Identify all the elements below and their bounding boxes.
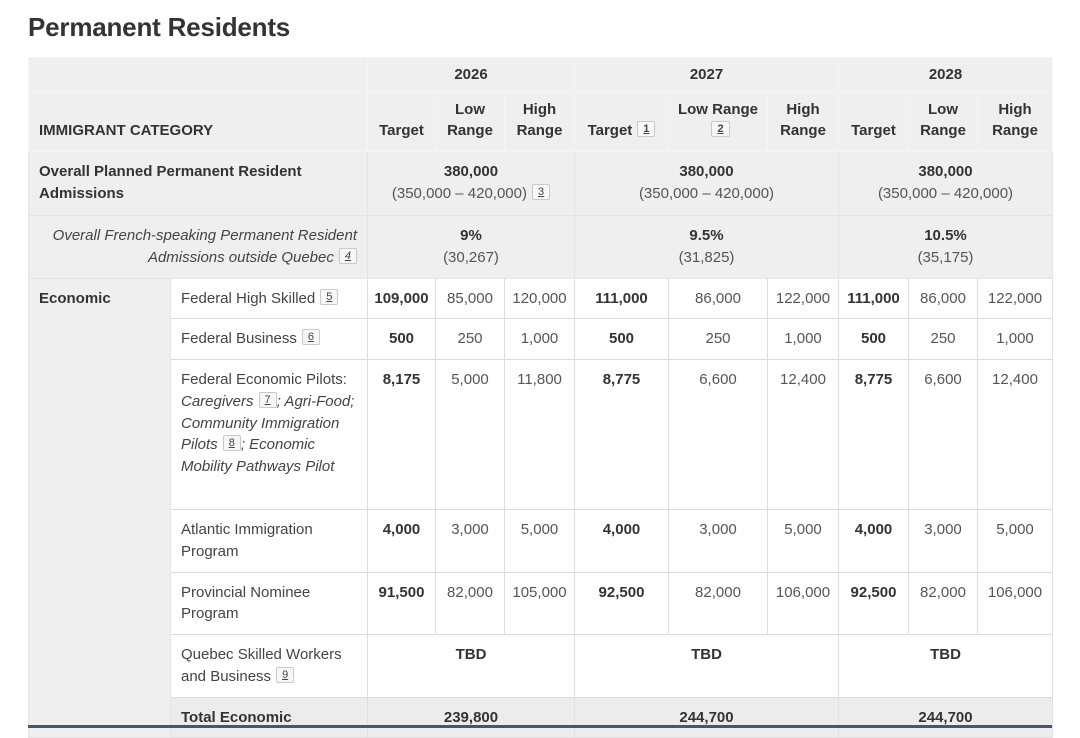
table-header (29, 58, 1053, 152)
value-main: 9.5% (689, 227, 724, 244)
federal-business-high-2027: 1,000 (768, 319, 839, 360)
atlantic-immigration-program-high-2028: 5,000 (978, 510, 1053, 573)
label-text: Federal Economic Pilots: (181, 371, 347, 388)
overall-value-2027 (575, 152, 839, 216)
page-bottom-edge (28, 725, 1052, 728)
label-text: ; Agri-Food; Community Immigration Pilots (181, 392, 355, 454)
atlantic-immigration-program-target-2027: 4,000 (575, 510, 669, 573)
federal-economic-pilots-label (171, 360, 368, 510)
footnote-link-7[interactable]: 7 (259, 392, 277, 408)
federal-high-skilled-target-2027: 111,000 (575, 278, 669, 319)
federal-high-skilled-low-2028: 86,000 (909, 278, 978, 319)
atlantic-immigration-program-low-2026: 3,000 (436, 510, 505, 573)
federal-high-skilled-low-2026: 85,000 (436, 278, 505, 319)
french-speaking-label (29, 216, 368, 279)
federal-business-label (171, 319, 368, 360)
federal-business-low-2027: 250 (669, 319, 768, 360)
col-header-label: High Range (516, 100, 563, 140)
label-text: Provincial Nominee Program (181, 583, 311, 623)
atlantic-immigration-program-high-2027: 5,000 (768, 510, 839, 573)
federal-economic-pilots-high-2028: 12,400 (978, 360, 1053, 510)
table-row-federal-economic-pilots (29, 360, 1053, 510)
value-sub (374, 183, 568, 205)
immigrant-category-header: IMMIGRANT CATEGORY (29, 92, 368, 152)
quebec-skilled-workers-value-2026: TBD (368, 635, 575, 698)
quebec-skilled-workers-value-2028: TBD (839, 635, 1053, 698)
total-economic-label: Total Economic (171, 697, 368, 738)
col-header-low-2028 (909, 92, 978, 152)
economic-section (29, 278, 1053, 738)
atlantic-immigration-program-low-2027: 3,000 (669, 510, 768, 573)
provincial-nominee-program-high-2026: 105,000 (505, 572, 575, 635)
value-sub-text: (350,000 – 420,000) (391, 184, 527, 202)
summary-rows (29, 152, 1053, 279)
federal-high-skilled-label (171, 278, 368, 319)
col-header-high-2026 (505, 92, 575, 152)
value-main: 10.5% (924, 227, 967, 244)
federal-economic-pilots-target-2027: 8,775 (575, 360, 669, 510)
table-row-federal-business (29, 319, 1053, 360)
provincial-nominee-program-low-2028: 82,000 (909, 572, 978, 635)
year-header-2027: 2027 (575, 58, 839, 92)
french-value-2026 (368, 216, 575, 279)
federal-business-target-2028: 500 (839, 319, 909, 360)
page-title: Permanent Residents (28, 12, 291, 42)
col-header-label: Low Range (677, 100, 758, 118)
value-main: 380,000 (679, 163, 734, 180)
federal-high-skilled-target-2028: 111,000 (839, 278, 909, 319)
col-header-target-2027 (575, 92, 669, 152)
col-header-target-2028 (839, 92, 909, 152)
provincial-nominee-program-target-2028: 92,500 (839, 572, 909, 635)
year-header-2026: 2026 (368, 58, 575, 92)
economic-group-cell: Economic (29, 278, 171, 738)
col-header-label: High Range (992, 100, 1038, 140)
col-header-label: Target (851, 122, 896, 140)
table-row-overall-admissions (29, 152, 1053, 216)
table-row-quebec-skilled-workers (29, 635, 1053, 698)
table-row-total-economic (29, 697, 1053, 738)
value-sub: (350,000 – 420,000) (638, 184, 775, 202)
label-text: Federal High Skilled (181, 289, 316, 307)
footnote-link-1[interactable]: 1 (637, 121, 655, 137)
value-main: 380,000 (443, 163, 499, 180)
footnote-link-9[interactable]: 9 (276, 667, 294, 683)
provincial-nominee-program-low-2026: 82,000 (436, 572, 505, 635)
federal-high-skilled-high-2028: 122,000 (978, 278, 1053, 319)
label-text: Federal Business (181, 330, 297, 348)
value-main: 380,000 (918, 163, 973, 180)
quebec-skilled-workers-value-2027: TBD (575, 635, 839, 698)
table-row-provincial-nominee-program (29, 572, 1053, 635)
federal-economic-pilots-low-2027: 6,600 (669, 360, 768, 510)
atlantic-immigration-program-label (171, 510, 368, 573)
provincial-nominee-program-target-2026: 91,500 (368, 572, 436, 635)
federal-business-low-2026: 250 (436, 319, 505, 360)
col-header-high-2028 (978, 92, 1053, 152)
footnote-link-4[interactable]: 4 (339, 248, 357, 264)
federal-business-high-2026: 1,000 (505, 319, 575, 360)
year-header-2028: 2028 (839, 58, 1053, 92)
table-row-federal-high-skilled (29, 278, 1053, 319)
atlantic-immigration-program-target-2028: 4,000 (839, 510, 909, 573)
federal-economic-pilots-low-2028: 6,600 (909, 360, 978, 510)
federal-economic-pilots-high-2026: 11,800 (505, 360, 575, 510)
value-sub: (35,175) (917, 248, 974, 266)
french-value-2027 (575, 216, 839, 279)
col-header-label: High Range (780, 100, 826, 140)
provincial-nominee-program-high-2027: 106,000 (768, 572, 839, 635)
value-sub: (31,825) (678, 248, 735, 266)
label-text: Atlantic Immigration Program (181, 521, 313, 560)
overall-value-2026 (368, 152, 575, 216)
column-header-row (29, 92, 1053, 152)
federal-economic-pilots-high-2027: 12,400 (768, 360, 839, 510)
federal-business-low-2028: 250 (909, 319, 978, 360)
federal-high-skilled-target-2026: 109,000 (368, 278, 436, 319)
label-text: Caregivers (181, 392, 254, 410)
col-header-high-2027 (768, 92, 839, 152)
provincial-nominee-program-low-2027: 82,000 (669, 572, 768, 635)
col-header-label: Target (587, 122, 633, 140)
federal-high-skilled-high-2026: 120,000 (505, 278, 575, 319)
overall-value-2028 (839, 152, 1053, 216)
total-economic-value-2028: 244,700 (839, 697, 1053, 738)
footnote-link-3[interactable]: 3 (532, 184, 550, 200)
footnote-link-6[interactable]: 6 (302, 329, 320, 345)
overall-admissions-label: Overall Planned Permanent Resident Admissions (29, 152, 368, 216)
atlantic-immigration-program-target-2026: 4,000 (368, 510, 436, 573)
footnote-link-2[interactable]: 2 (711, 121, 729, 137)
label-text: Overall French-speaking Permanent Resident Admissions outside Quebec (52, 227, 357, 266)
col-header-low-2027 (669, 92, 768, 152)
col-header-low-2026 (436, 92, 505, 152)
immigration-levels-table (28, 57, 1053, 738)
col-header-label: Low Range (447, 100, 493, 140)
table-row-atlantic-immigration-program (29, 510, 1053, 573)
french-value-2028 (839, 216, 1053, 279)
federal-business-high-2028: 1,000 (978, 319, 1053, 360)
table-row-french-speaking (29, 216, 1053, 279)
total-economic-value-2027: 244,700 (575, 697, 839, 738)
provincial-nominee-program-label (171, 572, 368, 635)
col-header-target-2026 (368, 92, 436, 152)
page (0, 12, 1080, 728)
value-sub: (30,267) (443, 248, 499, 266)
value-sub: (350,000 – 420,000) (877, 184, 1014, 202)
quebec-skilled-workers-label (171, 635, 368, 698)
atlantic-immigration-program-low-2028: 3,000 (909, 510, 978, 573)
footnote-link-5[interactable]: 5 (320, 289, 338, 305)
col-header-label: Target (379, 122, 424, 140)
federal-economic-pilots-target-2026: 8,175 (368, 360, 436, 510)
empty-corner-cell (29, 58, 368, 92)
atlantic-immigration-program-high-2026: 5,000 (505, 510, 575, 573)
federal-high-skilled-low-2027: 86,000 (669, 278, 768, 319)
federal-business-target-2026: 500 (368, 319, 436, 360)
provincial-nominee-program-target-2027: 92,500 (575, 572, 669, 635)
value-main: 9% (460, 227, 482, 244)
provincial-nominee-program-high-2028: 106,000 (978, 572, 1053, 635)
federal-economic-pilots-low-2026: 5,000 (436, 360, 505, 510)
footnote-link-8[interactable]: 8 (223, 435, 241, 451)
total-economic-value-2026: 239,800 (368, 697, 575, 738)
federal-business-target-2027: 500 (575, 319, 669, 360)
year-header-row (29, 58, 1053, 92)
federal-high-skilled-high-2027: 122,000 (768, 278, 839, 319)
label-text: ; Economic Mobility Pathways Pilot (181, 436, 335, 475)
col-header-label: Low Range (920, 100, 966, 140)
label-text: Quebec Skilled Workers and Business (181, 646, 342, 685)
federal-economic-pilots-target-2028: 8,775 (839, 360, 909, 510)
